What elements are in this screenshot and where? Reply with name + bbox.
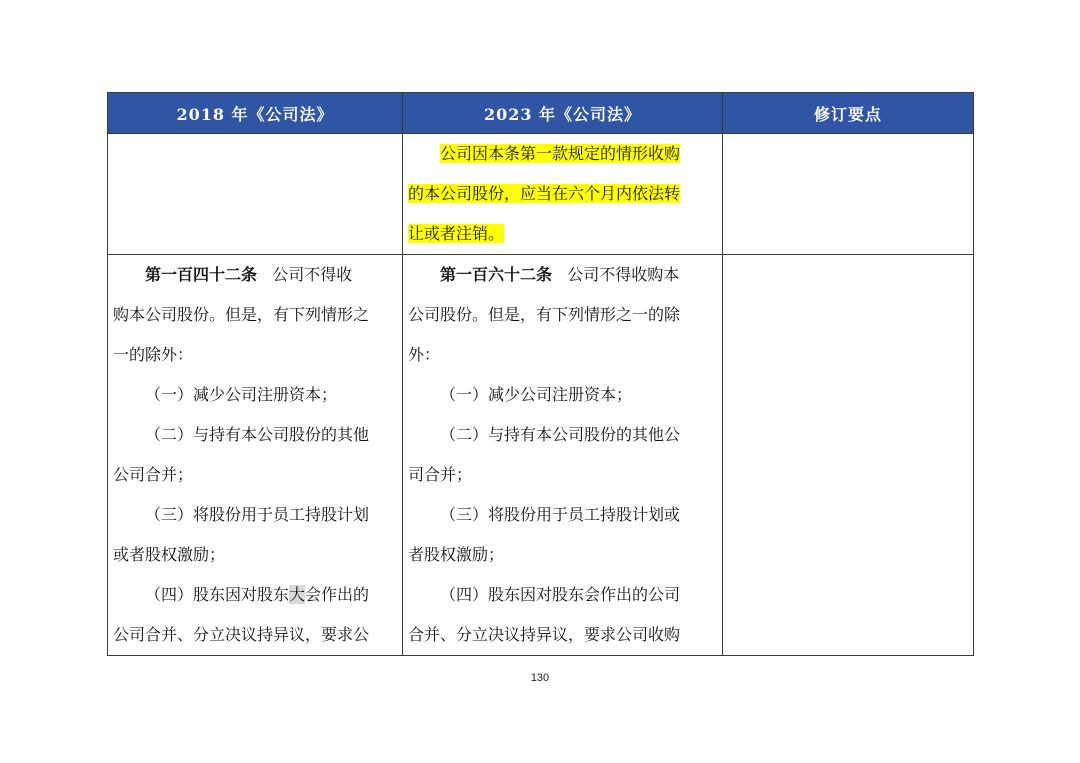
comparison-table — [107, 92, 974, 656]
cell-revision-points — [723, 255, 974, 656]
text-line: 外： — [408, 345, 441, 364]
text-line: 公司股份。但是，有下列情形之一的除 — [408, 305, 681, 324]
article-line — [113, 255, 397, 295]
table-header-row — [108, 93, 974, 134]
text-line: 公司合并； — [113, 465, 194, 484]
article-title: 第一百六十二条 — [440, 265, 553, 284]
header-2018: 2018 年《公司法》 — [108, 93, 403, 134]
text: 公司不得收 — [272, 265, 353, 284]
text-line: （一）减少公司注册资本； — [145, 385, 338, 404]
text-line: （三）将股份用于员工持股计划 — [145, 505, 370, 524]
cell-2018 — [108, 134, 403, 255]
highlighted-text: 的本公司股份，应当在六个月内依法转 — [408, 184, 681, 203]
text-line — [113, 575, 397, 615]
text-line: （二）与持有本公司股份的其他公 — [440, 425, 681, 444]
text: 会作出的 — [305, 585, 370, 604]
marked-character: 大 — [289, 585, 306, 604]
text: 公司不得收购本 — [567, 265, 680, 284]
highlighted-text: 公司因本条第一款规定的情形收购 — [440, 144, 681, 163]
text-line: 者股权激励； — [408, 545, 505, 564]
text-line: 合并、分立决议持异议，要求公司收购 — [408, 625, 681, 644]
text-line: 或者股权激励； — [113, 545, 226, 564]
text-line: 公司合并、分立决议持异议，要求公 — [113, 625, 370, 644]
cell-2023 — [403, 255, 723, 656]
paragraph — [408, 134, 717, 174]
text-line: （四）股东因对股东会作出的公司 — [440, 585, 681, 604]
cell-revision-points — [723, 134, 974, 255]
header-2023: 2023 年《公司法》 — [403, 93, 723, 134]
cell-2018 — [108, 255, 403, 656]
text-line: （二）与持有本公司股份的其他 — [145, 425, 370, 444]
text-line: 一的除外： — [113, 345, 194, 364]
cell-2023 — [403, 134, 723, 255]
table-row — [108, 255, 974, 656]
text-line: （三）将股份用于员工持股计划或 — [440, 505, 681, 524]
page-number: 130 — [530, 672, 550, 684]
article-line — [408, 255, 717, 295]
text-line: 购本公司股份。但是，有下列情形之 — [113, 305, 370, 324]
text-line: 司合并； — [408, 465, 473, 484]
text: （四）股东因对股东 — [145, 585, 290, 604]
paragraph — [408, 174, 717, 214]
text-line: （一）减少公司注册资本； — [440, 385, 633, 404]
table-row — [108, 134, 974, 255]
paragraph — [408, 214, 717, 254]
header-revision-points: 修订要点 — [723, 93, 974, 134]
article-title: 第一百四十二条 — [145, 265, 258, 284]
highlighted-text: 让或者注销。 — [408, 224, 505, 243]
